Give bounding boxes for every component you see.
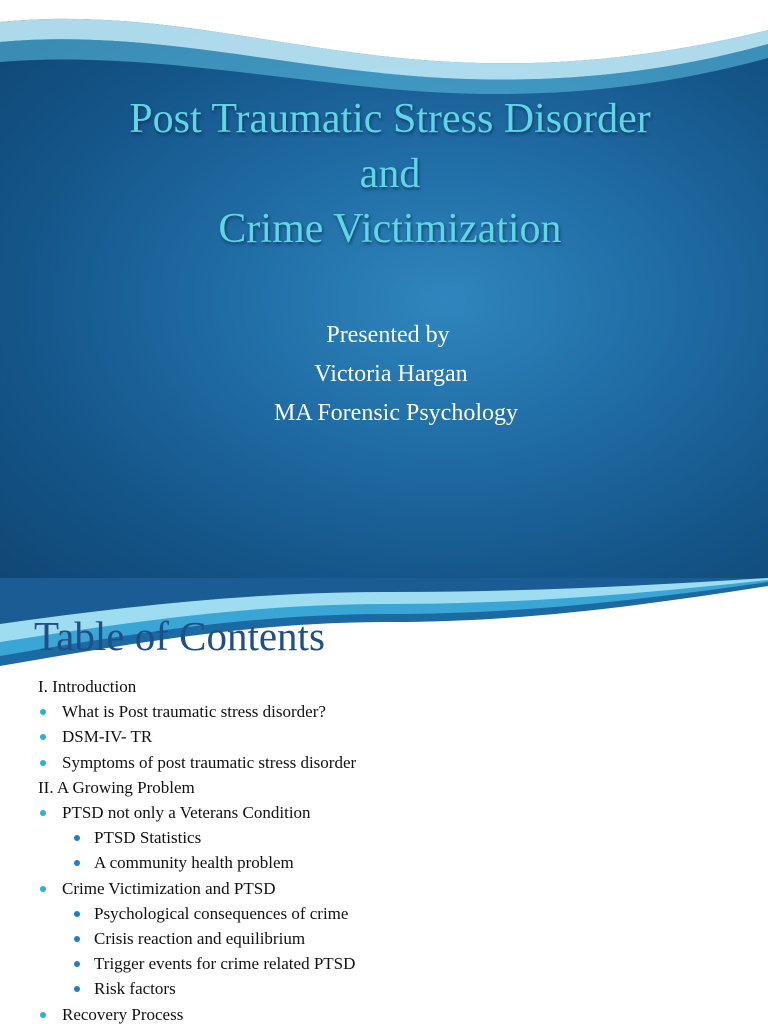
bullet-icon [74,911,80,917]
toc-item-text: Risk factors [94,979,176,999]
toc-item-text: Crime Victimization and PTSD [62,878,276,898]
bullet-icon [40,760,46,766]
bullet-icon [74,961,80,967]
toc-title: Table of Contents [34,613,325,659]
toc-item [38,775,758,800]
toc-item-text: DSM-IV- TR [62,727,153,747]
presenter-name: Victoria Hargan [314,361,468,387]
bullet-icon [74,986,80,992]
toc-item [38,800,758,825]
bullet-icon [74,835,80,841]
toc-item-text: PTSD not only a Veterans Condition [62,803,311,823]
table-of-contents-slide [0,578,768,1024]
toc-item-text: Symptoms of post traumatic stress disorder [62,752,357,772]
toc-item-text: Recovery Process [62,1004,184,1024]
bullet-icon [74,860,80,866]
title-line-2: and [359,151,421,197]
bullet-icon [40,734,46,740]
bullet-icon [40,709,46,715]
toc-subitem [38,951,758,976]
presented-by-label: Presented by [326,322,450,348]
presenter-degree: MA Forensic Psychology [273,400,518,426]
bullet-icon [40,1012,46,1018]
toc-item-text: I. Introduction [38,677,137,696]
toc-subitem [38,850,758,875]
toc-subitem [38,976,758,1001]
toc-item-text: Psychological consequences of crime [94,903,349,923]
bullet-icon [40,886,46,892]
toc-item-text: Trigger events for crime related PTSD [94,954,356,974]
toc-item [38,876,758,901]
toc-item-text: Crisis reaction and equilibrium [94,929,306,949]
toc-subitem [38,926,758,951]
title-line-3: Crime Victimization [218,206,562,252]
toc-item-text: A community health problem [94,853,294,873]
toc-item [38,1002,758,1024]
toc-list [38,674,758,1024]
toc-subitem [38,825,758,850]
toc-item [38,674,758,699]
bullet-icon [74,936,80,942]
title-line-1: Post Traumatic Stress Disorder [129,96,651,142]
bullet-icon [40,810,46,816]
toc-item-text: PTSD Statistics [94,828,202,848]
toc-item-text: II. A Growing Problem [38,777,195,797]
slide-subtitle [0,316,768,433]
toc-item-text: What is Post traumatic stress disorder? [62,702,326,722]
slide-title [0,92,768,257]
toc-subitem [38,901,758,926]
toc-item [38,699,758,724]
toc-item [38,750,758,775]
toc-item [38,724,758,749]
